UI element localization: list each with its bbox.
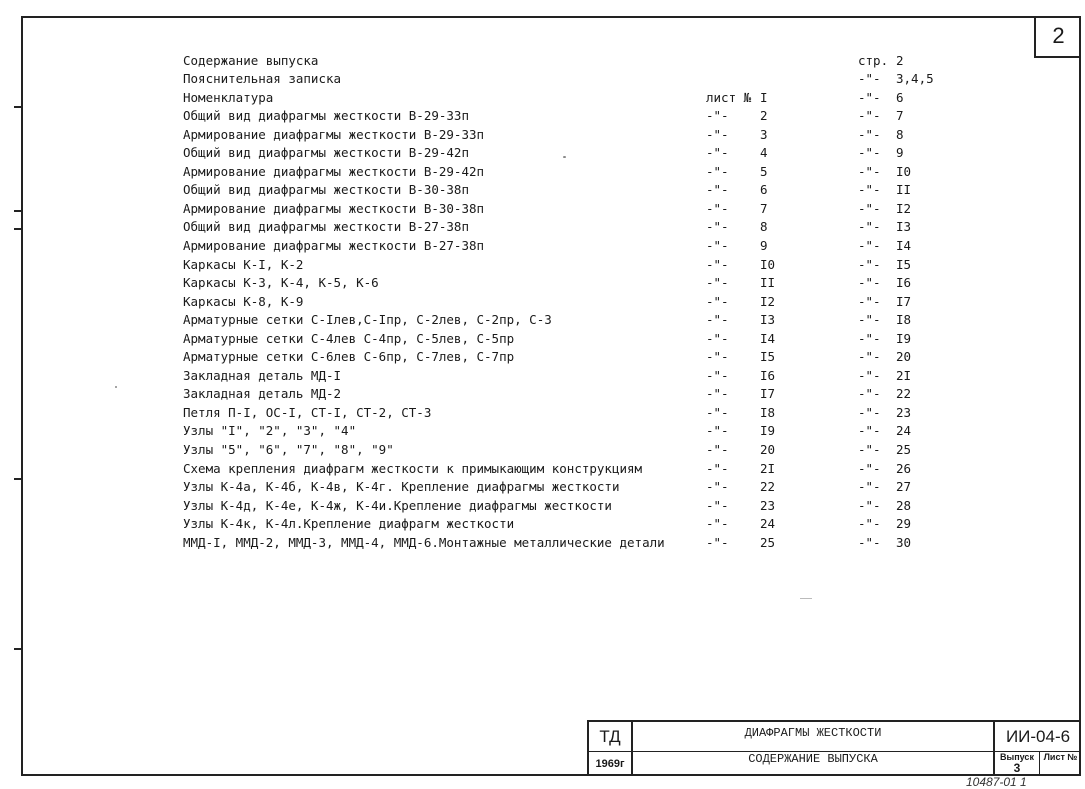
entry-title: Каркасы К-I, К-2 (183, 256, 304, 272)
page-number-value: I6 (896, 275, 912, 291)
page-number-value: 2I (896, 367, 912, 383)
page-ditto: -"- (858, 163, 881, 179)
sheet-ditto: -"- (706, 237, 729, 253)
page-ditto: -"- (858, 516, 881, 532)
sheet-ditto: -"- (706, 386, 729, 402)
sheet-ditto: -"- (706, 163, 729, 179)
sheet-number: 25 (760, 534, 776, 550)
sheet-ditto: -"- (706, 219, 729, 235)
page-ditto: -"- (858, 312, 881, 328)
entry-title: Закладная деталь МД-2 (183, 386, 342, 402)
page-ditto: -"- (858, 497, 881, 513)
page-ditto: -"- (858, 126, 881, 142)
entry-title: Петля П-I, ОС-I, СТ-I, СТ-2, СТ-3 (183, 404, 432, 420)
sheet-number: I2 (760, 293, 776, 309)
page-ditto: -"- (858, 293, 881, 309)
page-ditto: -"- (858, 460, 881, 476)
entry-title: ММД-I, ММД-2, ММД-3, ММД-4, ММД-6.Монтажные металлические детали (183, 534, 665, 550)
sheet-ditto: -"- (706, 442, 729, 457)
page-number-value: 7 (896, 108, 904, 124)
page-ditto: -"- (858, 108, 881, 124)
page-number-value: I2 (896, 200, 912, 216)
entry-title: Общий вид диафрагмы жесткости В-29-33п (183, 108, 469, 124)
ink-dot (115, 386, 117, 388)
sheet-ditto: -"- (706, 275, 729, 291)
page-ditto: -"- (858, 182, 881, 198)
page-ditto: -"- (858, 256, 881, 272)
page-number-value: I0 (896, 163, 912, 179)
page-ditto: -"- (858, 534, 881, 550)
ink-smudge (800, 598, 812, 599)
page-number-value: 8 (896, 126, 904, 142)
ink-dot (563, 156, 566, 158)
page-ditto: -"- (858, 145, 881, 161)
stamp-code: ИИ-04-6 (995, 722, 1081, 752)
sheet-ditto: -"- (706, 256, 729, 272)
page-number-value: 28 (896, 497, 912, 513)
sheet-ditto: -"- (706, 108, 729, 124)
sheet-number: 8 (760, 219, 768, 235)
entry-title: Каркасы К-3, К-4, К-5, К-6 (183, 275, 379, 291)
entry-title: Арматурные сетки С-4лев С-4пр, С-5лев, С-5пр (183, 330, 515, 346)
page-number-value: I9 (896, 330, 912, 346)
sheet-number: 20 (760, 442, 776, 457)
page-number-value: 26 (896, 460, 912, 476)
sheet-ditto: -"- (706, 349, 729, 365)
sheet-number: 6 (760, 182, 768, 198)
sheet-ditto: -"- (706, 182, 729, 198)
frame-right-edge (1079, 16, 1081, 776)
page-number-value: 23 (896, 404, 912, 420)
page-number-value: 25 (896, 442, 912, 457)
sheet-number: I4 (760, 330, 776, 346)
page-number-value: 3,4,5 (896, 71, 934, 86)
page-ditto: -"- (858, 89, 881, 105)
sheet-number: 9 (760, 237, 768, 253)
sheet-ditto: -"- (706, 367, 729, 383)
page-number-value: 24 (896, 423, 912, 439)
sheet-number: I9 (760, 423, 776, 439)
page-ditto: -"- (858, 330, 881, 346)
page-ditto: -"- (858, 237, 881, 253)
entry-title: Общий вид диафрагмы жесткости В-30-38п (183, 182, 469, 198)
sheet-ditto: -"- (706, 534, 729, 550)
sheet-number: I5 (760, 349, 776, 365)
binding-tick (14, 228, 22, 230)
sheet-number: I6 (760, 367, 776, 383)
sheet-number: 4 (760, 145, 768, 161)
binding-tick (14, 648, 22, 650)
page-number-value: I5 (896, 256, 912, 272)
entry-title: Узлы "I", "2", "3", "4" (183, 423, 357, 439)
sheet-number: 5 (760, 163, 768, 179)
entry-title: Арматурные сетки С-6лев С-6пр, С-7лев, С-7пр (183, 349, 515, 365)
issue-value: 3 (1013, 761, 1021, 775)
entry-title: Арматурные сетки С-Iлев,С-Iпр, С-2лев, С-2пр, С-3 (183, 312, 552, 328)
sheet-number: 3 (760, 126, 768, 142)
entry-title: Пояснительная записка (183, 71, 342, 86)
page-number-value: 9 (896, 145, 904, 161)
page-ditto: -"- (858, 479, 881, 495)
sheet-ditto: -"- (706, 200, 729, 216)
page-ditto: -"- (858, 349, 881, 365)
sheet-ditto: -"- (706, 460, 729, 476)
title-block (587, 720, 1081, 776)
entry-title: Узлы К-4а, К-4б, К-4в, К-4г. Крепление диафрагмы жесткости (183, 479, 620, 495)
sheet-ditto: -"- (706, 312, 729, 328)
entry-title: Армирование диафрагмы жесткости В-29-33п (183, 126, 485, 142)
sheet-ditto: -"- (706, 404, 729, 420)
sheet-number: 7 (760, 200, 768, 216)
sheet-ditto: -"- (706, 293, 729, 309)
entry-title: Каркасы К-8, К-9 (183, 293, 304, 309)
sheet-number: I8 (760, 404, 776, 420)
sheet-number: I3 (760, 312, 776, 328)
page-ditto: -"- (858, 442, 881, 457)
stamp-sheet-label: Лист № (1043, 752, 1078, 762)
stamp-issue (995, 752, 1040, 776)
page-number-value: I8 (896, 312, 912, 328)
stamp-year: 1969г (589, 752, 633, 776)
sheet-ditto: -"- (706, 145, 729, 161)
page-number-value: 30 (896, 534, 912, 550)
sheet-ditto: -"- (706, 516, 729, 532)
binding-tick (14, 210, 22, 212)
page-number-value: 20 (896, 349, 912, 365)
entry-title: Общий вид диафрагмы жесткости В-27-38п (183, 219, 469, 235)
page-ditto: -"- (858, 423, 881, 439)
page-value: 2 (896, 53, 904, 68)
sheet-number: 2 (760, 108, 768, 124)
page-label: стр. (858, 53, 889, 68)
sheet-number: I0 (760, 256, 776, 272)
binding-tick (14, 106, 22, 108)
sheet-number: 2I (760, 460, 776, 476)
sheet-number: I7 (760, 386, 776, 402)
page-number-value: I3 (896, 219, 912, 235)
entry-title: Закладная деталь МД-I (183, 367, 342, 383)
entry-title: Узлы К-4д, К-4е, К-4ж, К-4и.Крепление диафрагмы жесткости (183, 497, 612, 513)
page-ditto: -"- (858, 404, 881, 420)
sheet-number: 23 (760, 497, 776, 513)
page-number-value: I4 (896, 237, 912, 253)
page-ditto: -"- (858, 386, 881, 402)
stamp-org: ТД (589, 722, 633, 752)
page-ditto: -"- (858, 200, 881, 216)
sheet-number: 22 (760, 479, 776, 495)
bottom-note: 10487-01 1 (966, 775, 1027, 789)
page-number-value: I7 (896, 293, 912, 309)
page-ditto: -"- (858, 219, 881, 235)
page-ditto: -"- (858, 275, 881, 291)
entry-title: Армирование диафрагмы жесткости В-30-38п (183, 200, 485, 216)
entry-title: Армирование диафрагмы жесткости В-29-42п (183, 163, 485, 179)
page-ditto: -"- (858, 367, 881, 383)
page-number: 2 (1034, 16, 1081, 58)
page-ditto: -"- (858, 71, 881, 86)
page-number-value: 22 (896, 386, 912, 402)
drawing-frame (21, 16, 1081, 776)
binding-tick (14, 478, 22, 480)
sheet-ditto: -"- (706, 497, 729, 513)
page-number-value: 6 (896, 89, 904, 105)
sheet-number: I (760, 89, 768, 105)
sheet-ditto: -"- (706, 330, 729, 346)
stamp-title: ДИАФРАГМЫ ЖЕСТКОСТИ (633, 722, 995, 752)
page-number-value: 27 (896, 479, 912, 495)
sheet-number: II (760, 275, 776, 291)
page-number-value: II (896, 182, 912, 198)
sheet-ditto: -"- (706, 479, 729, 495)
entry-title: Армирование диафрагмы жесткости В-27-38п (183, 237, 485, 253)
issue-label: Выпуск (1000, 752, 1034, 762)
sheet-ditto: -"- (706, 423, 729, 439)
sheet-number: 24 (760, 516, 776, 532)
sheet-ditto: -"- (706, 126, 729, 142)
entry-title: Схема крепления диафрагм жесткости к примыкающим конструкциям (183, 460, 643, 476)
entry-title: Общий вид диафрагмы жесткости В-29-42п (183, 145, 469, 161)
entry-title: Номенклатура (183, 89, 274, 105)
entry-title: Узлы К-4к, К-4л.Крепление диафрагм жесткости (183, 516, 515, 532)
page-number-value: 29 (896, 516, 912, 532)
sheet-ditto: лист № (706, 89, 752, 105)
stamp-subtitle: СОДЕРЖАНИЕ ВЫПУСКА (633, 752, 995, 776)
contents-title: Содержание выпуска (183, 53, 319, 68)
entry-title: Узлы "5", "6", "7", "8", "9" (183, 442, 394, 457)
